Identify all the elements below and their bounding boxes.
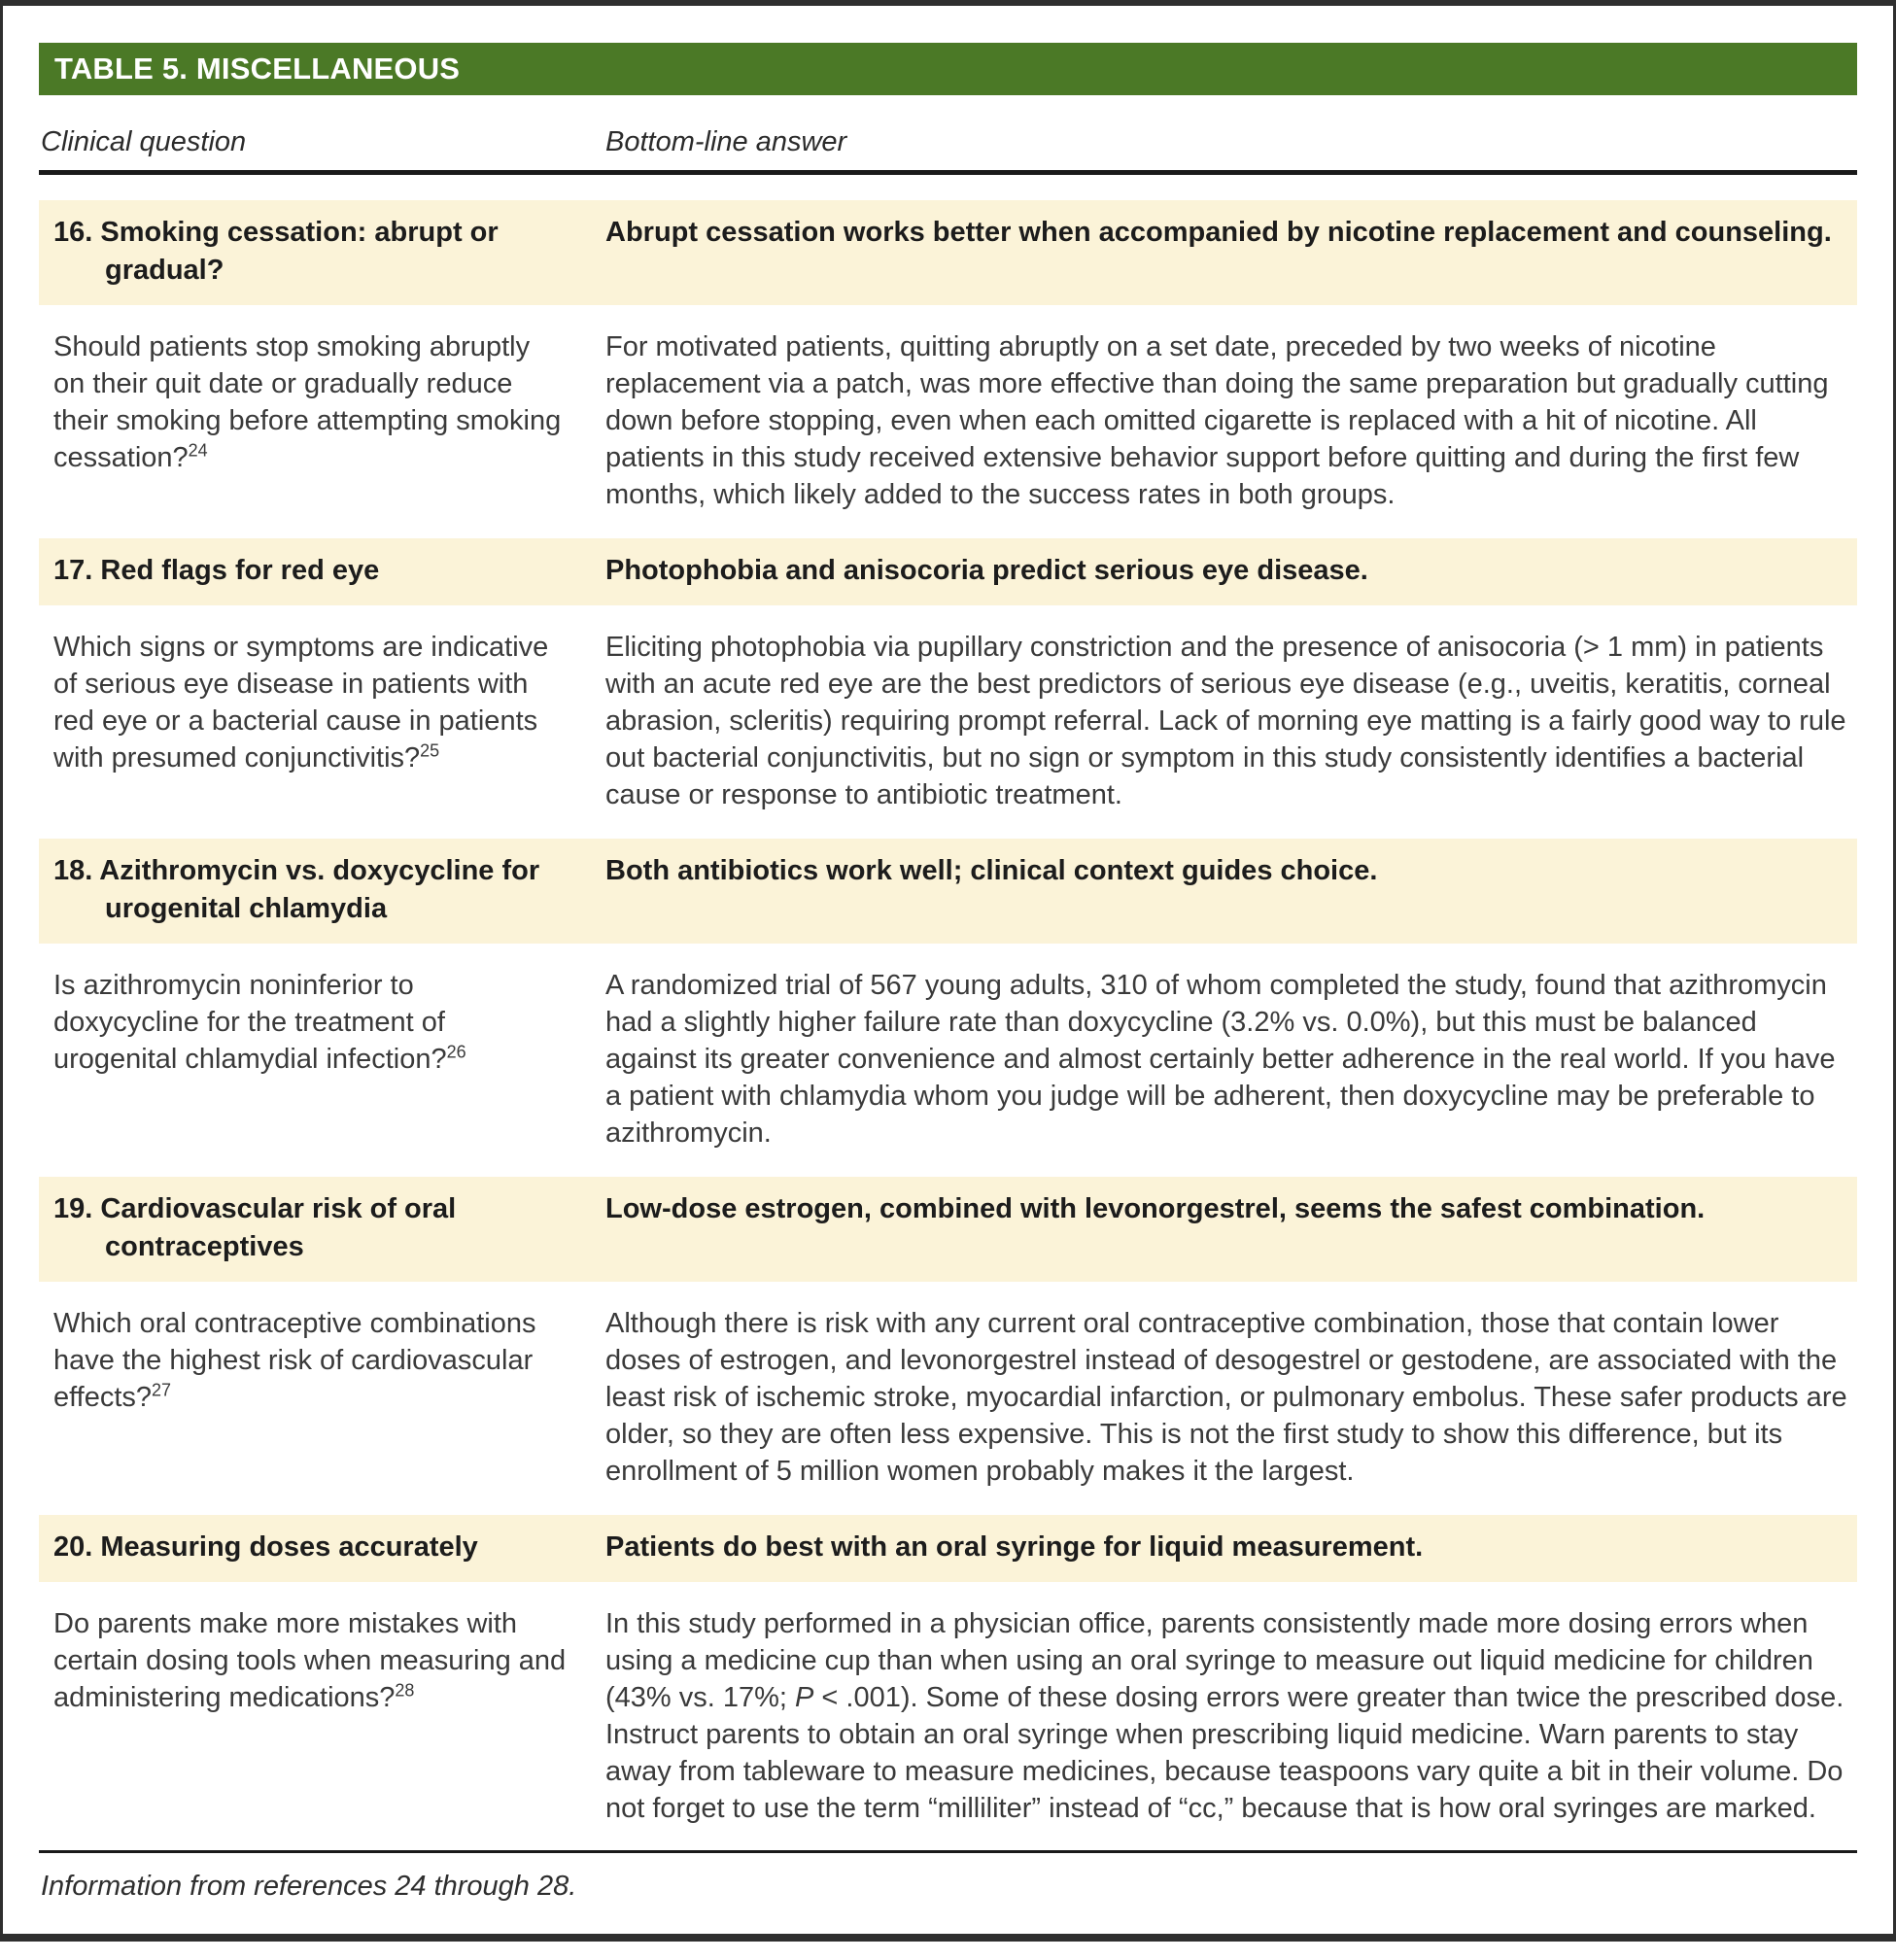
question-body-19: Which oral contraceptive combinations have the highest risk of cardiovascular effects? (53, 1308, 536, 1413)
answer-title-cell-18 (605, 852, 1857, 890)
question-body-cell-17 (39, 629, 605, 776)
row-body-18 (39, 967, 1857, 1152)
question-title-19: 19. Cardiovascular risk of oral contraceptives (53, 1193, 457, 1262)
row-header-20 (39, 1515, 1857, 1582)
question-title-cell-19 (39, 1190, 605, 1266)
row-body-17 (39, 629, 1857, 813)
row-header-19 (39, 1177, 1857, 1282)
row-header-17 (39, 538, 1857, 605)
answer-title-cell-17 (605, 552, 1857, 590)
journal-table-page (3, 6, 1893, 1934)
answer-title-16: Abrupt cessation works better when accompanied by nicotine replacement and counseling. (605, 217, 1832, 248)
answer-body-cell-20 (605, 1605, 1857, 1827)
header-divider-rule (39, 170, 1857, 175)
answer-body-19: Although there is risk with any current oral contraceptive combination, those that contain lower doses of estrogen, and levonorgestrel instead of desogestrel or gestodene, are associated with the least risk of ischemic stroke, myocardial infarction, or pulmonary embolus. These safer products are older, so they are often less expensive. This is not the first study to show this difference, but its enrollment of 5 million women probably makes it the largest. (605, 1308, 1847, 1487)
question-body-cell-20 (39, 1605, 605, 1716)
answer-body-16: For motivated patients, quitting abruptly on a set date, preceded by two weeks of nicotine replacement via a patch, was more effective than doing the same preparation but gradually cutting down before stopping, even when each omitted cigarette is replaced with a hit of nicotine. All patients in this study received extensive behavior support before quitting and during the first few months, which likely added to the success rates in both groups. (605, 331, 1829, 510)
table-footnote: Information from references 24 through 28. (41, 1871, 577, 1902)
question-body-cell-16 (39, 328, 605, 476)
column-header-row (39, 126, 1857, 158)
answer-body-17: Eliciting photophobia via pupillary constriction and the presence of anisocoria (> 1 mm) in patients with an acute red eye are the best predictors of serious eye disease (e.g., uveitis, keratitis, corneal abrasion, scleritis) requiring prompt referral. Lack of morning eye matting is a fairly good way to rule out bacterial conjunctivitis, but no sign or symptom in this study consistently identifies a bacterial cause or response to antibiotic treatment. (605, 632, 1846, 810)
answer-title-20: Patients do best with an oral syringe for liquid measurement. (605, 1531, 1424, 1563)
table-title-bar (39, 43, 1857, 95)
question-reference-19: 27 (152, 1380, 172, 1400)
answer-body-cell-17 (605, 629, 1857, 813)
question-title-cell-17 (39, 552, 605, 590)
question-title-cell-20 (39, 1529, 605, 1566)
row-header-16 (39, 200, 1857, 305)
column-header-clinical-question: Clinical question (41, 126, 247, 157)
question-body-17: Which signs or symptoms are indicative of serious eye disease in patients with red eye or a bacterial cause in patients with presumed conjunctivitis? (53, 632, 549, 774)
answer-body-cell-19 (605, 1305, 1857, 1490)
answer-title-cell-20 (605, 1529, 1857, 1566)
row-body-20 (39, 1605, 1857, 1827)
question-body-20: Do parents make more mistakes with certain dosing tools when measuring and administering medications? (53, 1608, 567, 1713)
question-title-17: 17. Red flags for red eye (53, 555, 380, 586)
answer-title-cell-16 (605, 214, 1857, 252)
footnote-divider-rule (39, 1850, 1857, 1853)
answer-title-17: Photophobia and anisocoria predict serious eye disease. (605, 555, 1368, 586)
column-header-bottom-line-answer: Bottom-line answer (605, 126, 847, 157)
row-body-19 (39, 1305, 1857, 1490)
answer-body-cell-18 (605, 967, 1857, 1152)
question-reference-18: 26 (446, 1042, 466, 1062)
question-title-18: 18. Azithromycin vs. doxycycline for urogenital chlamydia (53, 855, 540, 924)
question-title-cell-16 (39, 214, 605, 290)
question-reference-17: 25 (420, 740, 440, 761)
question-body-cell-19 (39, 1305, 605, 1416)
question-reference-20: 28 (395, 1680, 415, 1701)
row-body-16 (39, 328, 1857, 513)
answer-body-20-post: < .001). Some of these dosing errors were greater than twice the prescribed dose. Instruct parents to obtain an oral syringe when prescribing liquid medicine. Warn parents to stay away from tableware to measure medicines, because teaspoons vary quite a bit in their volume. Do not forget to use the term “milliliter” instead of “cc,” because that is how oral syringes are marked. (605, 1682, 1844, 1824)
question-body-18: Is azithromycin noninferior to doxycycline for the treatment of urogenital chlamydial infection? (53, 970, 447, 1075)
question-body-cell-18 (39, 967, 605, 1078)
table-title: TABLE 5. MISCELLANEOUS (54, 52, 461, 86)
answer-body-18: A randomized trial of 567 young adults, 310 of whom completed the study, found that azithromycin had a slightly higher failure rate than doxycycline (3.2% vs. 0.0%), but this must be balanced against its greater convenience and almost certainly better adherence in the real world. If you have a patient with chlamydia whom you judge will be adherent, then doxycycline may be preferable to azithromycin. (605, 970, 1836, 1149)
answer-body-cell-16 (605, 328, 1857, 513)
answer-body-20-pvalue-symbol: P (795, 1682, 814, 1713)
question-title-20: 20. Measuring doses accurately (53, 1531, 478, 1563)
question-reference-16: 24 (188, 440, 208, 461)
row-header-18 (39, 839, 1857, 944)
answer-title-cell-19 (605, 1190, 1857, 1228)
answer-title-18: Both antibiotics work well; clinical context guides choice. (605, 855, 1378, 886)
answer-body-20-pre: In this study performed in a physician office, parents consistently made more dosing errors when using a medicine cup than when using an oral syringe to measure out liquid medicine for children (43% vs. 17%; (605, 1608, 1813, 1713)
question-title-16: 16. Smoking cessation: abrupt or gradual? (53, 217, 499, 286)
answer-title-19: Low-dose estrogen, combined with levonorgestrel, seems the safest combination. (605, 1193, 1706, 1224)
question-body-16: Should patients stop smoking abruptly on their quit date or gradually reduce their smoking before attempting smoking cessation? (53, 331, 562, 473)
question-title-cell-18 (39, 852, 605, 928)
